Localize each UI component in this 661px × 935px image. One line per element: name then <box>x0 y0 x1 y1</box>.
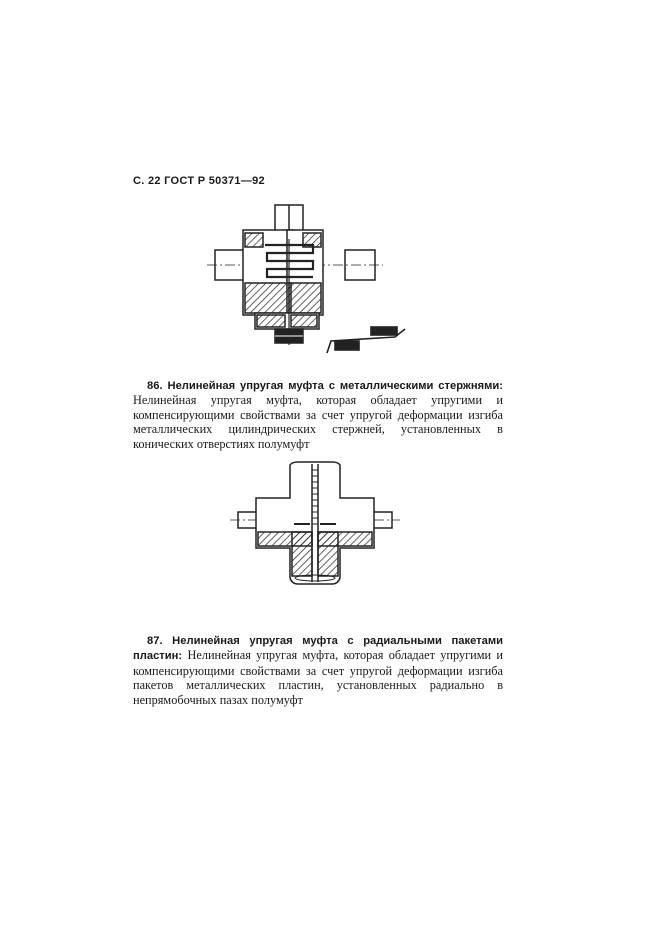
figure-coupling-radial-plates <box>230 460 400 590</box>
term-86-definition: Нелинейная упругая муфта, которая обладает упругими и компенсирующими свойствами за счет упругой деформации изгиба металлических цилиндрических стержней, установленных в конических отверстиях полумуфт <box>133 393 503 451</box>
term-86-title: Нелинейная упругая муфта с металлическими стержнями: <box>167 380 504 392</box>
term-87-title: Нелинейная упругая муфта с радиальными пакетами пластин: <box>133 635 504 663</box>
term-87-definition: Нелинейная упругая муфта, которая обладает упругими и компенсирующими свойствами за счет упругой деформации изгиба пакетов металлических пластин, установленных радиально в непрямобочных пазах полумуфт <box>133 648 503 707</box>
term-86-number: 86. <box>147 380 163 392</box>
term-87 <box>133 633 503 707</box>
term-87-number: 87. <box>147 635 163 647</box>
figure-coupling-metal-rods <box>205 195 425 355</box>
term-86 <box>133 378 503 451</box>
page-header: С. 22 ГОСТ Р 50371—92 <box>133 175 265 187</box>
